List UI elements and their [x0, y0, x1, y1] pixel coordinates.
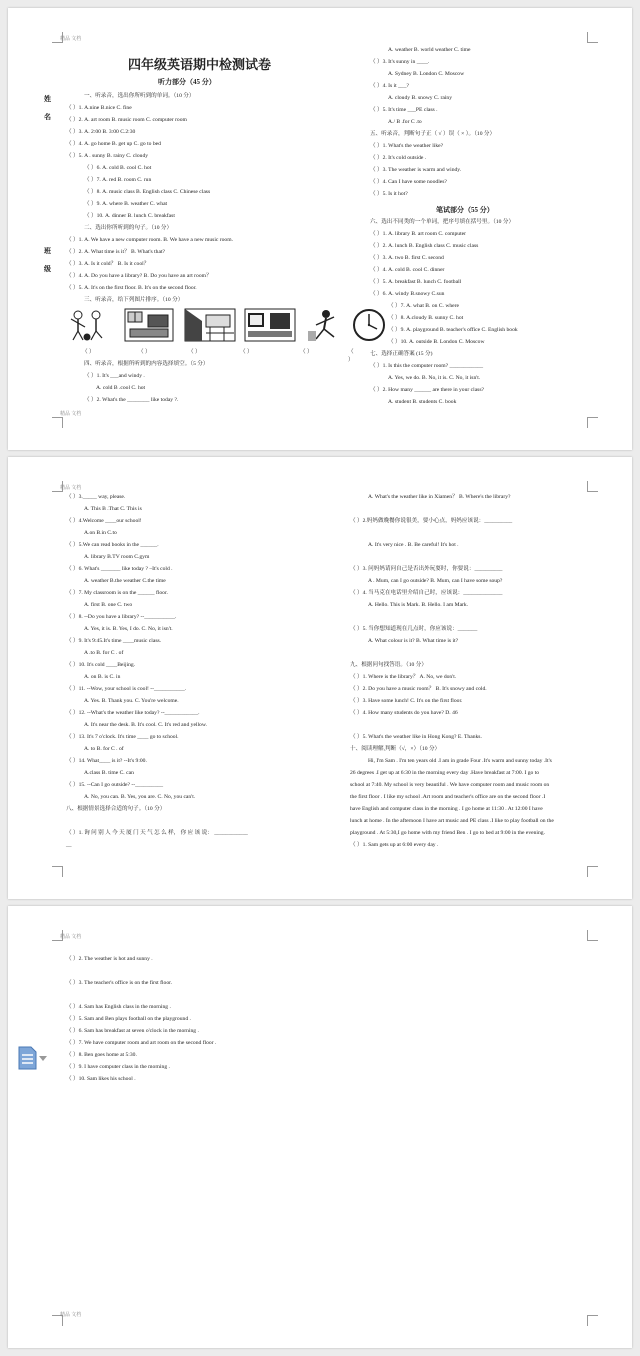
question-options: A. cloudy B. snowy C. rainy [388, 95, 453, 101]
reading-passage: school at 7:40. My school is very beautiful . We have computer room and music room on [350, 782, 550, 788]
question-options: A . Mum, can I go outside? B. Mum, can I have some soup? [368, 578, 503, 584]
bedroom-picture [124, 307, 174, 343]
spacer [350, 527, 620, 539]
page-1 [8, 8, 632, 450]
question-options: A. This B .That C. This is [84, 506, 142, 512]
reading-passage: playground . At 5:30,I go home with my friend Ben . I go to bed at 9:00 in the evening. [350, 830, 545, 836]
question-options: A. library B.TV room C.gym [84, 554, 150, 560]
question-line: （ ）4. A. Do you have a library? B. Do you have an art room？ [66, 273, 212, 279]
section-heading: 四、听录音，根据所听到的内容选择填空。（5 分） [84, 361, 209, 367]
question-line: （ ）9. It's 9:45.It's time ____music class. [66, 638, 162, 644]
question-line: （ ）2.妈妈做晚餐你说很美，要小心点，妈妈应该说：__________ [350, 518, 513, 524]
question-line: （ ）10. Sam likes his school . [66, 1076, 136, 1082]
question-options: A./ B .for C .to [388, 119, 422, 125]
question-options: A. What colour is it? B. What time is it? [368, 638, 459, 644]
question-line: （ ）2. What's the ________ like today ?. [84, 397, 179, 403]
question-line: （ ）7. A. what B. on C. where [388, 303, 460, 309]
crop-mark [587, 866, 598, 877]
picture-row [68, 307, 348, 347]
page-2 [8, 457, 632, 899]
question-options: A. It's near the desk. B. It's cool. C. It's red and yellow. [84, 722, 207, 728]
question-line: （ ）10. A. outside B. London C. Moscow [388, 339, 485, 345]
question-line: （ ）8. A.cloudy B. sunny C. hot [388, 315, 464, 321]
question-line: （ ）1. 询 问 别 人 今 天 厦 门 天 气 怎 么 样， 你 应 该 说： ____________ [66, 830, 248, 836]
question-line: （ ）4.Welcome ____our school! [66, 518, 142, 524]
question-line: （ ）6. Sam has breakfast at seven o'clock in the morning . [66, 1028, 199, 1034]
question-line: （ ）2. It's cold outside . [370, 155, 427, 161]
question-line: （ ）2. Do you have a music room？ B. It's snowy and cold. [350, 686, 487, 692]
spacer [66, 989, 606, 1001]
question-line: （ ）3. The teacher's office is on the first floor. [66, 980, 173, 986]
fill-in-questions [66, 358, 336, 406]
footer-label: 精品 文档 [60, 412, 82, 417]
side-label-name1: 姓 [44, 95, 51, 103]
crop-mark [587, 417, 598, 428]
question-line: （ ）1. A. We have a new computer room. B. We have a new music room. [66, 237, 233, 243]
question-line: （ ）4. Can I have some noodles? [370, 179, 447, 185]
question-options: A .to B. for C . of [84, 650, 124, 656]
section-heading: 一、听录音，选出你所听到的单词。（10 分） [84, 93, 195, 99]
question-line: （ ）4. 当马克在电话里介绍自己时，应该说：______________ [350, 590, 503, 596]
crop-mark [587, 32, 598, 43]
question-line: （ ）6. A. cold B. cool C. hot [84, 165, 152, 171]
page-3 [8, 906, 632, 1348]
crop-mark [587, 930, 598, 941]
question-options: A. weather B. world weather C. time [388, 47, 471, 53]
spacer [350, 647, 620, 659]
reading-passage: have English and computer class in the morning . I go home at 11:30 . At 12:00 I have [350, 806, 543, 812]
answer-blank[interactable]: （ ） [240, 349, 253, 355]
section-heading: 九、根据问句找答语。（10 分） [350, 662, 427, 668]
question-options: A.class B. time C. can [84, 770, 134, 776]
section-heading: 七、选择正确答案 (15 分) [370, 351, 433, 357]
header-label: 精品 文档 [60, 37, 82, 42]
section-heading: 六、选出不同类的一个单词，把序号填在括号里。（10 分） [370, 219, 515, 225]
question-line: （ ）5. Sam and Ben plays football on the playground . [66, 1016, 191, 1022]
question-line: （ ）4. Is it ___? [370, 83, 409, 89]
crop-mark [52, 866, 63, 877]
question-line: （ ）5. It's time ___PE class . [370, 107, 438, 113]
children-playing-ball-picture [68, 307, 106, 343]
question-line: （ ）5. 当你想知道现在几点时，你应该说：_______ [350, 626, 478, 632]
question-line: （ ）4. A. cold B. cool C. dinner [370, 267, 445, 273]
answer-blank[interactable]: （ ） [82, 349, 95, 355]
chevron-down-icon [39, 1056, 47, 1061]
question-options: A. weather B.the weather C.the time [84, 578, 166, 584]
side-label-class1: 班 [44, 247, 51, 255]
question-line: （ ）9. A. where B. weather C. what [84, 201, 168, 207]
header-label: 精品 文档 [60, 935, 82, 940]
question-options: A. What's the weather like in Xiamen？ B. Where's the library? [368, 494, 511, 500]
right-column-bottom [370, 216, 620, 408]
written-header: 笔试部分（55 分） [436, 206, 494, 214]
question-line: （ ）5.We can read books in the ______. [66, 542, 159, 548]
question-line: （ ）5. Is it hot? [370, 191, 408, 197]
question-line: （ ）2. A. art room B. music room C. computer room [66, 117, 187, 123]
reading-passage: Hi, I'm Sam . I'm ten years old .I am in grade Four .It's warm and sunny today .It's [368, 758, 552, 764]
question-line: （ ）11. --Wow, your school is cool! --___________. [66, 686, 187, 692]
section-heading: 五、听录音，判断句子正（ √ ）误（ × ）。（10 分） [370, 131, 496, 137]
section-heading: 十、阅读理解,判断（√，×）（10 分） [350, 746, 441, 752]
answer-blank[interactable]: （ ） [188, 349, 201, 355]
listening-questions [66, 90, 336, 306]
section-heading: 三、听录音，给下列图片排序。（10 分） [84, 297, 184, 303]
question-line: （ ）1. What's the weather like? [370, 143, 444, 149]
section-heading: 八、根据情景选择合适的句子。（10 分） [66, 806, 166, 812]
question-options: A. No, you can. B. Yes, you are. C. No, you can't. [84, 794, 196, 800]
answer-blank[interactable]: （ ） [348, 349, 354, 363]
question-line: （ ）2. A. lunch B. English class C. music class [370, 243, 479, 249]
listening-header: 听力部分（45 分） [158, 78, 216, 86]
question-line: （ ）4. How many students do you have? D. 46 [350, 710, 458, 716]
question-line: （ ）13. It's 7 o'clock. It's time ____ go to school. [66, 734, 179, 740]
question-line: （ ）7. We have computer room and art room on the second floor . [66, 1040, 217, 1046]
question-line: （ ）3. Have some lunch! C. It's on the first floor. [350, 698, 463, 704]
question-line: （ ）5. A. It's on the first floor. B. It's on the second floor. [66, 285, 197, 291]
question-line: （ ）2. How many ______ are there in your class? [370, 387, 485, 393]
spacer [350, 551, 620, 563]
spacer [66, 815, 336, 827]
true-false-questions [66, 953, 606, 1085]
question-line: （ ）1. Sam gets up at 6:00 every day . [350, 842, 439, 848]
question-line: （ ）4. A. go home B. get up C. go to bed [66, 141, 161, 147]
question-line: （ ）3. The weather is warm and windy. [370, 167, 462, 173]
page-title: 四年级英语期中检测试卷 [128, 58, 272, 73]
question-line: （ ）10. It's cold ____Beijing. [66, 662, 136, 668]
answer-blank[interactable]: （ ） [138, 349, 151, 355]
spacer [350, 611, 620, 623]
boy-running-picture [306, 307, 344, 343]
question-line: （ ）2. The weather is hot and sunny . [66, 956, 153, 962]
question-line: （ ）9. I have computer class in the morning . [66, 1064, 170, 1070]
question-line: （ ）8. --Do you have a library? --___________. [66, 614, 177, 620]
spacer [350, 719, 620, 731]
crop-mark [587, 1315, 598, 1326]
question-line: （ ）5. A. breakfast B. lunch C. football [370, 279, 462, 285]
question-line: （ ）14. What____ is it? --It's 9:00. [66, 758, 147, 764]
reading-passage: lunch at home . In the afternoon I have art music and PE class .I like to play football on the [350, 818, 554, 824]
question-line: （ ）3. It's sunny in ____. [370, 59, 430, 65]
header-label: 精品 文档 [60, 486, 82, 491]
side-label-class2: 级 [44, 265, 51, 273]
question-options: A. on B. is C. in [84, 674, 121, 680]
question-line: （ ）8. Ben goes home at 5:30. [66, 1052, 137, 1058]
computer-room-picture [244, 307, 296, 343]
question-line: （ ）7. My classroom is on the ______ floor. [66, 590, 168, 596]
question-line: （ ）3. A. Is it cold？ B. Is it cool？ [66, 261, 150, 267]
side-label-name2: 名 [44, 113, 51, 121]
question-options: A. It's very nice . B. Be careful! It's hot . [368, 542, 459, 548]
question-line: （ ）4. Sam has English class in the morning . [66, 1004, 171, 1010]
question-options: A. Yes, it is. B. Yes, I do. C. No, it isn't. [84, 626, 173, 632]
question-options: A. Hello. This is Mark. B. Hello. I am Mark. [368, 602, 469, 608]
question-line: （ ）6. A. windy B.snowy C.sun [370, 291, 445, 297]
question-line: （ ）7. A. red B. room C. run [84, 177, 152, 183]
question-line: （ ）3. A. 2:00 B. 3:00 C.2:30 [66, 129, 136, 135]
question-line: （ ）2. A. What time is it？ B. What's that? [66, 249, 165, 255]
question-line: （ ）1. Is this the computer room? ____________ [370, 363, 484, 369]
question-line: （ ）6. What's _______ like today ? –It's cold . [66, 566, 173, 572]
question-line: （ ）8. A. music class B. English class C. Chinese class [84, 189, 211, 195]
footer-label: 精品 文档 [60, 1313, 82, 1318]
section-heading: 二、选出你所听到的句子。（10 分） [84, 225, 173, 231]
question-line: （ ）1. Where is the library？ A. No, we don't. [350, 674, 457, 680]
question-line: （ ）5. What's the weather like in Hong Kong? E. Thanks. [350, 734, 482, 740]
right-column [350, 491, 620, 851]
crop-mark [52, 417, 63, 428]
question-line: （ ）15. --Can I go outside? --__________ [66, 782, 164, 788]
question-options: A. to B. for C . of [84, 746, 124, 752]
question-line: （ ）3. 问妈妈请问自己是否出外玩耍时，你要说：__________ [350, 566, 503, 572]
question-line: （ ）12. --What's the weather like today? --____________. [66, 710, 200, 716]
question-options: A.on B.in C.to [84, 530, 117, 536]
question-options: A. Sydney B. London C. Moscow [388, 71, 465, 77]
question-line: __ [66, 842, 72, 848]
question-line: （ ）9. A. playground B. teacher's office C. English book [388, 327, 518, 333]
question-line: （ ）10. A. dinner B. lunch C. breakfast [84, 213, 175, 219]
question-options: A. Yes, we do. B. No, it is. C. No, it isn't. [388, 375, 481, 381]
right-column-top [370, 44, 620, 200]
reading-passage: the first floor . I like my school .Art room and teacher's office are on the second floor .I [350, 794, 546, 800]
question-line: （ ）1. It's ___and windy . [84, 373, 145, 379]
question-line: （ ）5. A . sunny B. rainy C. cloudy [66, 153, 149, 159]
question-options: A. student B. students C. book [388, 399, 457, 405]
document-icon[interactable] [18, 1046, 48, 1070]
classroom-picture [184, 307, 236, 343]
spacer [66, 965, 606, 977]
question-options: A. first B. one C. two [84, 602, 133, 608]
question-line: （ ）1. A. library B. art room C. computer [370, 231, 467, 237]
question-line: （ ）3._____ way, please. [66, 494, 126, 500]
answer-blank[interactable]: （ ） [300, 349, 313, 355]
question-options: A. cold B .cool C. hot [96, 385, 146, 391]
question-options: A. Yes. B. Thank you. C. You're welcome. [84, 698, 179, 704]
reading-passage: 26 degrees .I get up at 6:30 in the morning every day .Have breakfast at 7:00. I go to [350, 770, 540, 776]
question-line: （ ）3. A. two B. first C. second [370, 255, 444, 261]
question-line: （ ）1. A.nine B.nice C. fine [66, 105, 132, 111]
left-column [66, 491, 336, 851]
spacer [350, 503, 620, 515]
